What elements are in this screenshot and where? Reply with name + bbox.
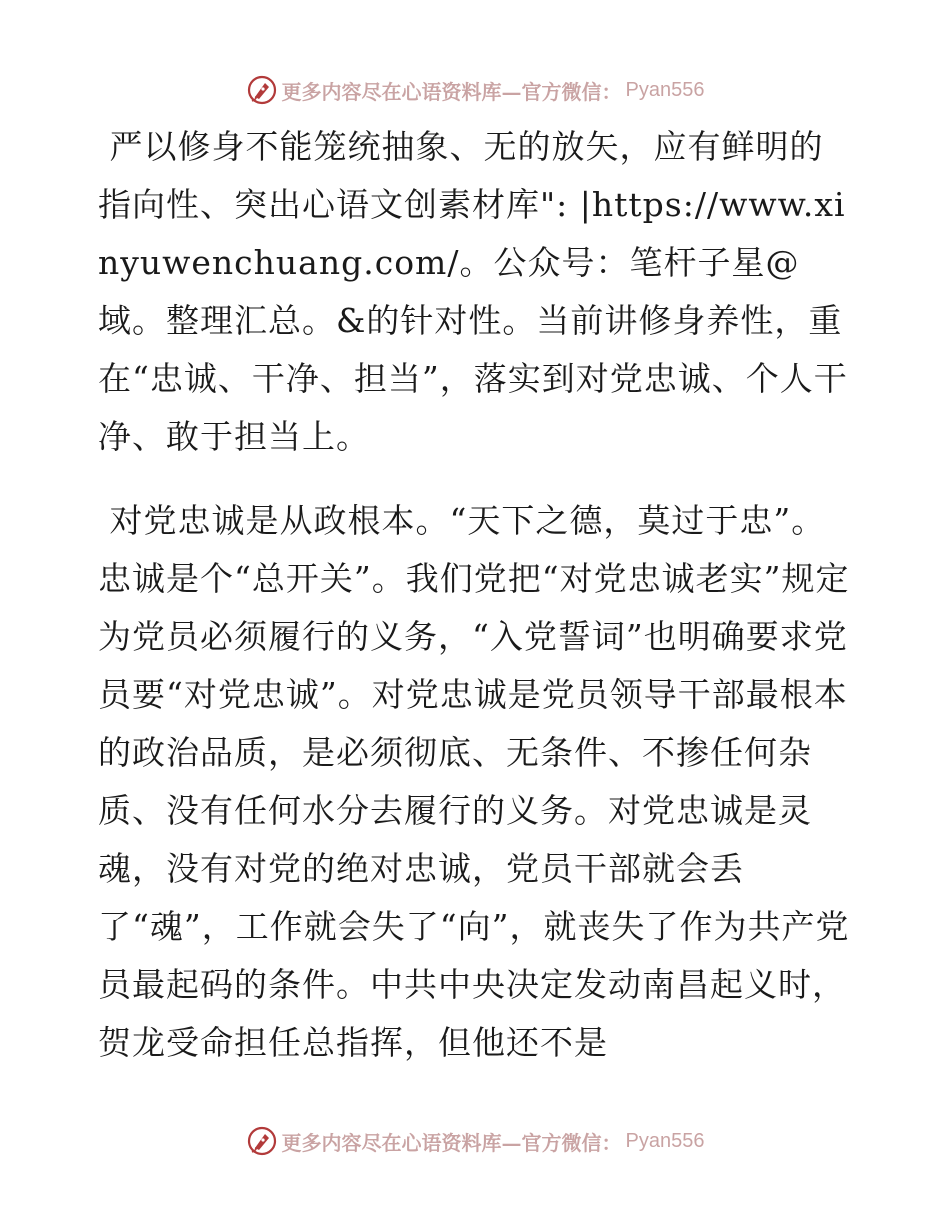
paragraph-1: 严以修身不能笼统抽象、无的放矢，应有鲜明的指向性、突出心语文创素材库": |https://www.xinyuwenchuang.com/。公众号：笔杆子星@域。整理汇总。&的针对性。当前讲修身养性，重在“忠诚、干净、担当”，落实到对党忠诚、个人干净、敢于担当上。	[98, 127, 848, 456]
header-watermark-banner	[0, 70, 950, 110]
document-body	[98, 118, 854, 1072]
pen-nib-circle-icon	[246, 1125, 278, 1157]
footer-wechat-id: Pyan556	[625, 1129, 705, 1152]
header-wechat-id: Pyan556	[625, 78, 705, 101]
footer-watermark-text: 更多内容尽在心语资料库—官方微信：	[281, 1130, 622, 1155]
header-watermark-text: 更多内容尽在心语资料库—官方微信：	[281, 79, 622, 104]
footer-watermark-banner	[0, 1121, 950, 1161]
footer-watermark-inner	[246, 1125, 705, 1157]
header-watermark-inner	[246, 74, 705, 106]
pen-nib-circle-icon	[246, 74, 278, 106]
paragraph-2: 对党忠诚是从政根本。“天下之德，莫过于忠”。忠诚是个“总开关”。我们党把“对党忠诚老实”规定为党员必须履行的义务，“入党誓词”也明确要求党员要“对党忠诚”。对党忠诚是党员领导干部最根本的政治品质，是必须彻底、无条件、不掺任何杂质、没有任何水分去履行的义务。对党忠诚是灵魂，没有对党的绝对忠诚，党员干部就会丢了“魂”，工作就会失了“向”，就丧失了作为共产党员最起码的条件。中共中央决定发动南昌起义时，贺龙受命担任总指挥，但他还不是	[98, 501, 850, 1062]
